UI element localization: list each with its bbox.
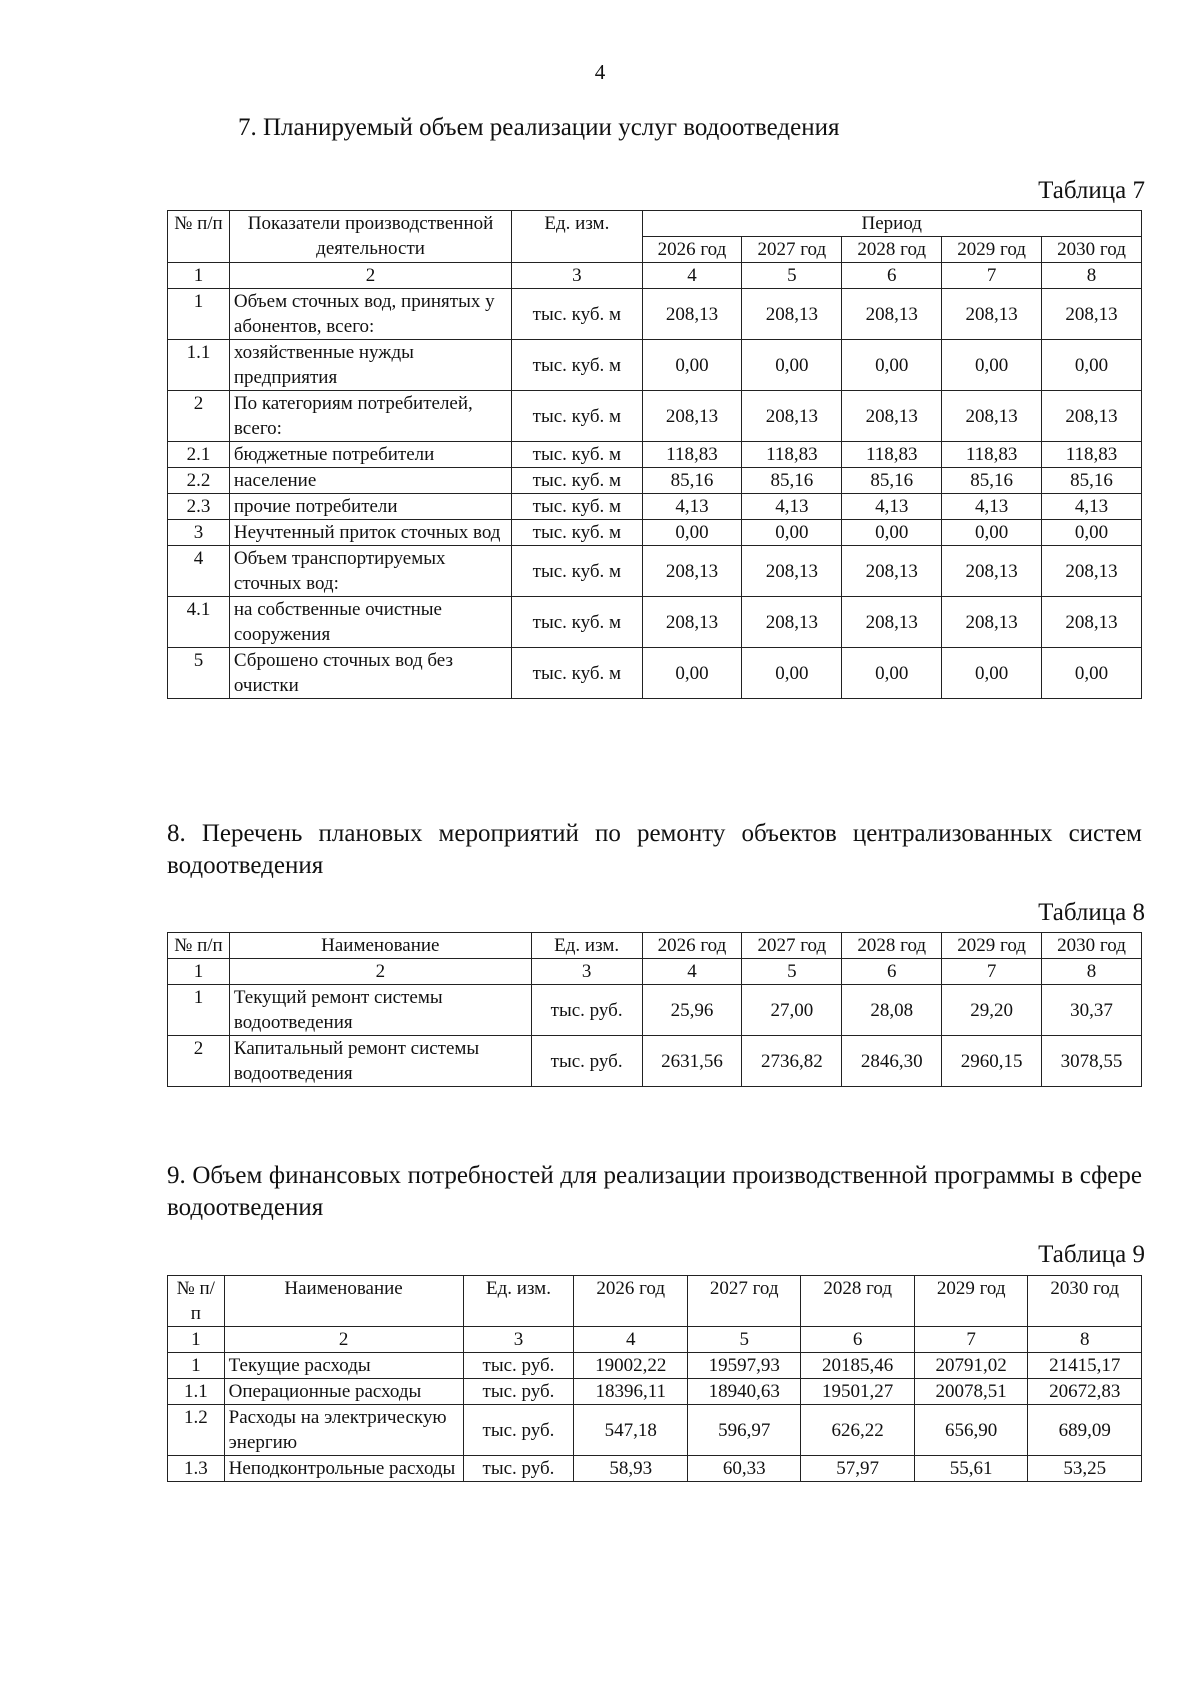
table-row [168, 468, 1142, 494]
column-number: 5 [742, 263, 842, 289]
row-name: Сброшено сточных вод без очистки [229, 648, 511, 699]
row-value: 208,13 [742, 597, 842, 648]
column-number: 2 [229, 959, 531, 985]
row-name: Неподконтрольные расходы [224, 1456, 463, 1482]
column-number: 8 [1042, 959, 1142, 985]
row-value: 208,13 [842, 391, 942, 442]
table9-caption: Таблица 9 [1038, 1241, 1145, 1268]
row-value: 208,13 [642, 391, 742, 442]
row-number: 1.3 [168, 1456, 225, 1482]
row-value: 208,13 [742, 289, 842, 340]
row-unit: тыс. куб. м [512, 520, 642, 546]
column-number: 2 [224, 1327, 463, 1353]
column-number: 4 [574, 1327, 687, 1353]
row-value: 18940,63 [687, 1379, 800, 1405]
col-header-num: № п/п [168, 933, 230, 959]
col-header-year: 2026 год [642, 237, 742, 263]
row-number: 1 [168, 289, 230, 340]
column-number: 2 [229, 263, 511, 289]
row-value: 20078,51 [914, 1379, 1027, 1405]
column-number: 7 [914, 1327, 1027, 1353]
section8-heading: 8. Перечень плановых мероприятий по ремонту объектов централизованных систем водоотведения [167, 820, 1142, 879]
table-row [168, 1405, 1142, 1456]
row-value: 0,00 [942, 520, 1042, 546]
row-value: 0,00 [642, 520, 742, 546]
col-header-year: 2027 год [742, 237, 842, 263]
row-value: 656,90 [914, 1405, 1027, 1456]
row-value: 19002,22 [574, 1353, 687, 1379]
row-value: 57,97 [801, 1456, 914, 1482]
col-header-year: 2027 год [742, 933, 842, 959]
table-row [168, 340, 1142, 391]
column-number: 4 [642, 959, 742, 985]
col-header-year: 2029 год [942, 237, 1042, 263]
row-value: 4,13 [742, 494, 842, 520]
table-row [168, 648, 1142, 699]
row-value: 208,13 [742, 546, 842, 597]
col-header-year: 2027 год [687, 1276, 800, 1327]
column-number: 7 [942, 959, 1042, 985]
row-unit: тыс. куб. м [512, 289, 642, 340]
page-number: 4 [594, 60, 606, 84]
row-unit: тыс. куб. м [512, 597, 642, 648]
section7-heading: 7. Планируемый объем реализации услуг водоотведения [238, 114, 840, 141]
row-value: 208,13 [942, 546, 1042, 597]
column-number: 6 [842, 959, 942, 985]
col-header-num: № п/п [168, 1276, 225, 1327]
column-number: 4 [642, 263, 742, 289]
table-row [168, 1456, 1142, 1482]
row-value: 20185,46 [801, 1353, 914, 1379]
row-unit: тыс. руб. [463, 1456, 574, 1482]
table9 [167, 1275, 1142, 1482]
table7 [167, 210, 1142, 699]
column-number: 1 [168, 1327, 225, 1353]
row-value: 30,37 [1042, 985, 1142, 1036]
col-header-year: 2029 год [942, 933, 1042, 959]
row-value: 0,00 [842, 648, 942, 699]
col-header-year: 2028 год [801, 1276, 914, 1327]
col-header-unit: Ед. изм. [531, 933, 642, 959]
row-value: 4,13 [942, 494, 1042, 520]
row-unit: тыс. руб. [531, 985, 642, 1036]
table-row [168, 442, 1142, 468]
column-number: 3 [463, 1327, 574, 1353]
row-value: 85,16 [742, 468, 842, 494]
row-value: 60,33 [687, 1456, 800, 1482]
table-row [168, 520, 1142, 546]
row-name: Текущий ремонт системы водоотведения [229, 985, 531, 1036]
row-value: 208,13 [842, 597, 942, 648]
row-unit: тыс. куб. м [512, 494, 642, 520]
col-header-unit: Ед. изм. [512, 211, 642, 263]
row-name: население [229, 468, 511, 494]
row-value: 25,96 [642, 985, 742, 1036]
row-value: 85,16 [842, 468, 942, 494]
row-number: 1 [168, 985, 230, 1036]
row-value: 27,00 [742, 985, 842, 1036]
column-number: 5 [687, 1327, 800, 1353]
row-number: 1.1 [168, 340, 230, 391]
row-number: 1.1 [168, 1379, 225, 1405]
row-name: Расходы на электрическую энергию [224, 1405, 463, 1456]
row-value: 0,00 [842, 520, 942, 546]
row-value: 689,09 [1028, 1405, 1142, 1456]
table7-caption: Таблица 7 [1038, 177, 1145, 204]
row-value: 0,00 [1042, 648, 1142, 699]
row-unit: тыс. куб. м [512, 340, 642, 391]
section9-heading: 9. Объем финансовых потребностей для реализации производственной программы в сфере водоотведения [167, 1162, 1142, 1221]
col-header-period: Период [642, 211, 1142, 237]
row-name: Объем сточных вод, принятых у абонентов, всего: [229, 289, 511, 340]
col-header-name: Наименование [229, 933, 531, 959]
row-value: 208,13 [642, 597, 742, 648]
col-header-num: № п/п [168, 211, 230, 263]
row-value: 2736,82 [742, 1036, 842, 1087]
row-value: 208,13 [1042, 597, 1142, 648]
row-value: 2631,56 [642, 1036, 742, 1087]
col-header-indicator: Показатели производственной деятельности [229, 211, 511, 263]
row-number: 4 [168, 546, 230, 597]
row-value: 19597,93 [687, 1353, 800, 1379]
col-header-year: 2030 год [1028, 1276, 1142, 1327]
row-value: 208,13 [942, 391, 1042, 442]
column-number: 7 [942, 263, 1042, 289]
row-value: 208,13 [1042, 391, 1142, 442]
row-name: По категориям потребителей, всего: [229, 391, 511, 442]
col-header-year: 2026 год [642, 933, 742, 959]
row-value: 0,00 [942, 340, 1042, 391]
column-number: 1 [168, 263, 230, 289]
row-name: хозяйственные нужды предприятия [229, 340, 511, 391]
row-value: 0,00 [642, 648, 742, 699]
col-header-year: 2026 год [574, 1276, 687, 1327]
table-row [168, 391, 1142, 442]
row-number: 5 [168, 648, 230, 699]
row-value: 4,13 [1042, 494, 1142, 520]
row-name: Объем транспортируемых сточных вод: [229, 546, 511, 597]
row-value: 55,61 [914, 1456, 1027, 1482]
row-unit: тыс. руб. [463, 1405, 574, 1456]
column-number: 6 [842, 263, 942, 289]
row-value: 208,13 [942, 289, 1042, 340]
row-value: 20791,02 [914, 1353, 1027, 1379]
row-value: 208,13 [1042, 289, 1142, 340]
row-value: 0,00 [1042, 340, 1142, 391]
row-value: 85,16 [1042, 468, 1142, 494]
row-value: 28,08 [842, 985, 942, 1036]
row-value: 2846,30 [842, 1036, 942, 1087]
row-unit: тыс. руб. [531, 1036, 642, 1087]
row-number: 2.2 [168, 468, 230, 494]
row-value: 626,22 [801, 1405, 914, 1456]
col-header-year: 2030 год [1042, 933, 1142, 959]
row-value: 208,13 [642, 546, 742, 597]
column-number: 1 [168, 959, 230, 985]
col-header-year: 2028 год [842, 237, 942, 263]
row-value: 118,83 [842, 442, 942, 468]
column-number: 8 [1028, 1327, 1142, 1353]
row-value: 0,00 [942, 648, 1042, 699]
row-value: 4,13 [642, 494, 742, 520]
column-number: 5 [742, 959, 842, 985]
row-name: бюджетные потребители [229, 442, 511, 468]
row-number: 1 [168, 1353, 225, 1379]
row-value: 208,13 [642, 289, 742, 340]
col-header-year: 2029 год [914, 1276, 1027, 1327]
table-row [168, 1353, 1142, 1379]
row-value: 118,83 [1042, 442, 1142, 468]
row-value: 0,00 [642, 340, 742, 391]
row-number: 2.1 [168, 442, 230, 468]
row-value: 2960,15 [942, 1036, 1042, 1087]
row-value: 29,20 [942, 985, 1042, 1036]
row-value: 21415,17 [1028, 1353, 1142, 1379]
row-value: 58,93 [574, 1456, 687, 1482]
table-row [168, 494, 1142, 520]
table-row [168, 597, 1142, 648]
row-value: 118,83 [942, 442, 1042, 468]
row-value: 208,13 [842, 546, 942, 597]
row-unit: тыс. руб. [463, 1353, 574, 1379]
row-value: 4,13 [842, 494, 942, 520]
row-name: Операционные расходы [224, 1379, 463, 1405]
row-value: 0,00 [842, 340, 942, 391]
row-name: прочие потребители [229, 494, 511, 520]
row-unit: тыс. куб. м [512, 468, 642, 494]
row-value: 0,00 [1042, 520, 1142, 546]
column-number: 3 [512, 263, 642, 289]
column-number: 6 [801, 1327, 914, 1353]
table8 [167, 932, 1142, 1087]
row-value: 18396,11 [574, 1379, 687, 1405]
row-unit: тыс. куб. м [512, 391, 642, 442]
row-value: 0,00 [742, 340, 842, 391]
row-value: 118,83 [742, 442, 842, 468]
row-name: Неучтенный приток сточных вод [229, 520, 511, 546]
row-unit: тыс. куб. м [512, 442, 642, 468]
row-number: 3 [168, 520, 230, 546]
row-value: 208,13 [742, 391, 842, 442]
row-value: 85,16 [942, 468, 1042, 494]
row-name: на собственные очистные сооружения [229, 597, 511, 648]
row-value: 208,13 [942, 597, 1042, 648]
row-unit: тыс. куб. м [512, 546, 642, 597]
row-unit: тыс. куб. м [512, 648, 642, 699]
row-name: Капитальный ремонт системы водоотведения [229, 1036, 531, 1087]
column-number: 3 [531, 959, 642, 985]
row-number: 2 [168, 1036, 230, 1087]
col-header-name: Наименование [224, 1276, 463, 1327]
row-number: 4.1 [168, 597, 230, 648]
row-value: 3078,55 [1042, 1036, 1142, 1087]
row-value: 53,25 [1028, 1456, 1142, 1482]
col-header-unit: Ед. изм. [463, 1276, 574, 1327]
row-name: Текущие расходы [224, 1353, 463, 1379]
row-value: 547,18 [574, 1405, 687, 1456]
row-unit: тыс. руб. [463, 1379, 574, 1405]
table-row [168, 1036, 1142, 1087]
table-row [168, 546, 1142, 597]
row-value: 208,13 [842, 289, 942, 340]
row-value: 85,16 [642, 468, 742, 494]
table8-caption: Таблица 8 [1038, 899, 1145, 926]
table-row [168, 289, 1142, 340]
col-header-year: 2030 год [1042, 237, 1142, 263]
row-value: 596,97 [687, 1405, 800, 1456]
row-value: 208,13 [1042, 546, 1142, 597]
table-row [168, 985, 1142, 1036]
row-number: 2.3 [168, 494, 230, 520]
row-number: 1.2 [168, 1405, 225, 1456]
row-value: 118,83 [642, 442, 742, 468]
row-value: 0,00 [742, 520, 842, 546]
row-value: 20672,83 [1028, 1379, 1142, 1405]
row-value: 0,00 [742, 648, 842, 699]
column-number: 8 [1042, 263, 1142, 289]
row-value: 19501,27 [801, 1379, 914, 1405]
row-number: 2 [168, 391, 230, 442]
col-header-year: 2028 год [842, 933, 942, 959]
table-row [168, 1379, 1142, 1405]
